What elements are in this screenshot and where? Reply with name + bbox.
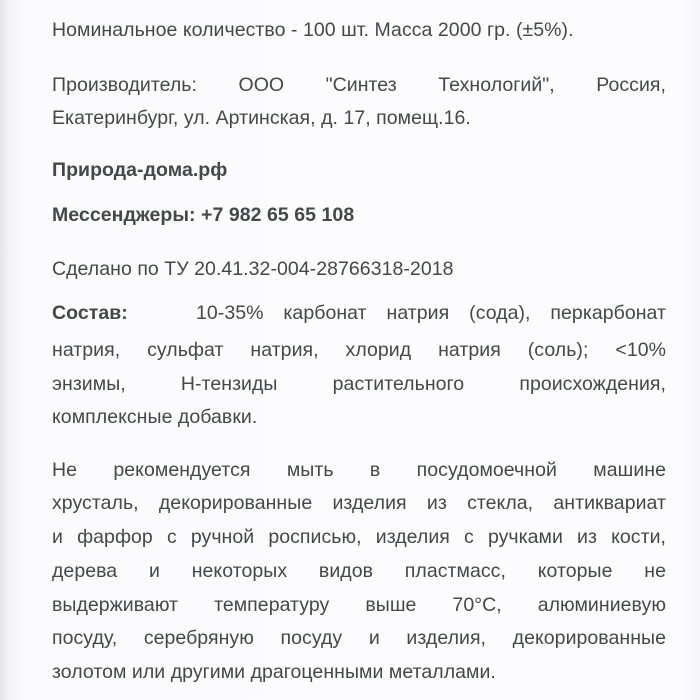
warning-line-1: Не рекомендуется мыть в посудомоечной машине [52, 459, 666, 481]
warning-line-5: выдерживают температуру выше 70°С, алюминиевую [52, 594, 666, 616]
warning-line-2: хрусталь, декорированные изделия из стекла, антиквариат [52, 492, 666, 514]
composition-line-1 [52, 300, 666, 326]
messengers-text: Мессенджеры: +7 982 65 65 108 [52, 204, 355, 226]
composition-line-3: энзимы, Н-тензиды растительного происхождения, [52, 373, 666, 395]
warning-line-3: и фарфор с ручной росписью, изделия с ручками из кости, [52, 526, 666, 548]
warning-line-7: золотом или другими драгоценными металлами. [52, 661, 496, 683]
composition-heading: Состав: [52, 302, 128, 324]
composition-line-4: комплексные добавки. [52, 406, 258, 428]
manufacturer-line-1: Производитель: ООО "Синтез Технологий", Россия, [52, 74, 666, 96]
composition-line-2: натрия, сульфат натрия, хлорид натрия (соль); <10% [52, 339, 666, 361]
composition-text-1: 10-35% карбонат натрия (сода), перкарбонат [196, 302, 666, 324]
warning-line-4: дерева и некоторых видов пластмасс, которые не [52, 560, 666, 582]
tu-standard-line: Сделано по ТУ 20.41.32-004-28766318-2018 [52, 258, 454, 280]
package-fold-shadow [0, 0, 10, 700]
quantity-line: Номинальное количество - 100 шт. Масса 2000 гр. (±5%). [52, 19, 574, 41]
manufacturer-line-2: Екатеринбург, ул. Артинская, д. 17, помещ.16. [52, 107, 471, 129]
website-text: Природа-дома.рф [52, 159, 228, 181]
warning-line-6: посуду, серебряную посуду и изделия, декорированные [52, 627, 666, 649]
